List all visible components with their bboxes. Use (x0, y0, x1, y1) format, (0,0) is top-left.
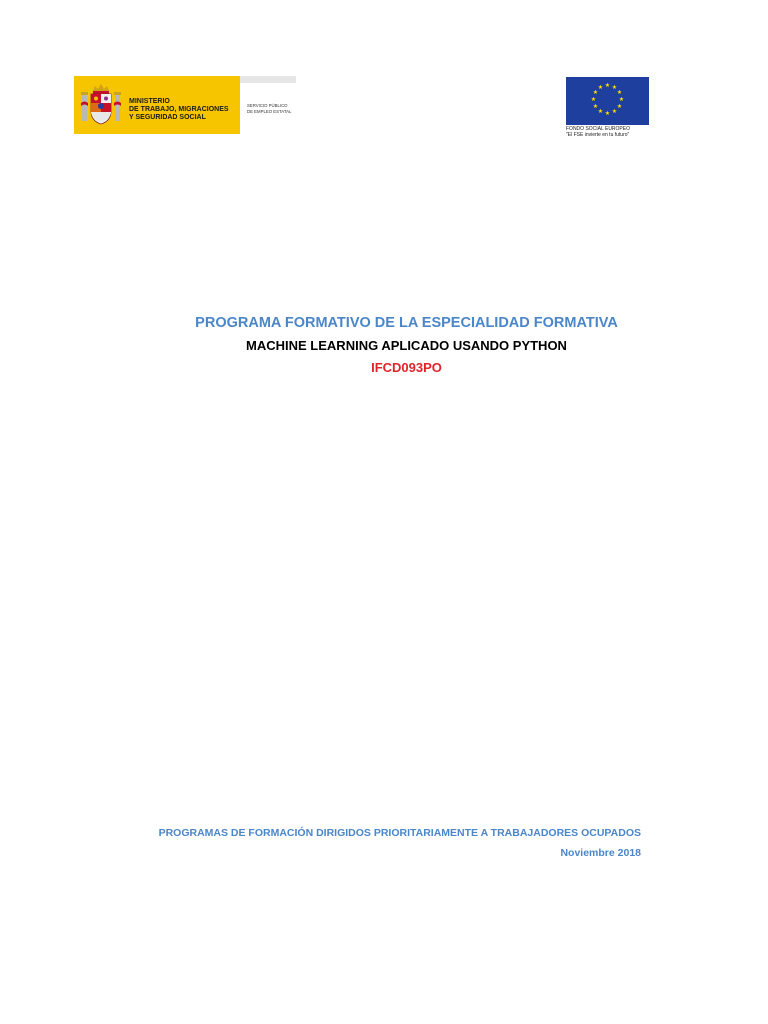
svg-text:★: ★ (618, 96, 625, 103)
eu-logo (566, 77, 650, 141)
eu-caption (566, 126, 650, 138)
sepe-strip (240, 76, 296, 83)
svg-text:★: ★ (592, 89, 599, 96)
eu-caption-line: "El FSE invierte en tu futuro" (566, 132, 630, 138)
svg-text:★: ★ (604, 82, 611, 89)
ministry-logo-background (74, 76, 240, 134)
ministry-name-line: DE TRABAJO, MIGRACIONES (129, 106, 229, 113)
footer (100, 826, 641, 860)
eu-flag-icon (566, 77, 649, 125)
title-block (0, 313, 768, 377)
sepe-agency-name (247, 103, 307, 114)
course-code: IFCD093PO (371, 360, 442, 375)
eu-caption-line: FONDO SOCIAL EUROPEO (566, 126, 630, 132)
svg-text:★: ★ (611, 108, 618, 115)
document-heading: PROGRAMA FORMATIVO DE LA ESPECIALIDAD FORMATIVA (195, 315, 618, 331)
svg-text:★: ★ (597, 108, 604, 115)
ministry-name (129, 98, 239, 122)
ministry-logo (74, 76, 298, 134)
svg-text:★: ★ (616, 89, 623, 96)
coat-of-arms-icon (80, 83, 122, 127)
footer-program: PROGRAMAS DE FORMACIÓN DIRIGIDOS PRIORITARIAMENTE A TRABAJADORES OCUPADOS (158, 827, 641, 839)
footer-date: Noviembre 2018 (560, 847, 641, 859)
sepe-agency-line: SERVICIO PÚBLICO (247, 103, 288, 108)
course-name: MACHINE LEARNING APLICADO USANDO PYTHON (246, 338, 567, 353)
ministry-name-line: MINISTERIO (129, 98, 170, 105)
svg-text:★: ★ (616, 103, 623, 110)
sepe-agency-line: DE EMPLEO ESTATAL (247, 108, 292, 114)
svg-text:★: ★ (604, 110, 611, 117)
ministry-name-line: Y SEGURIDAD SOCIAL (129, 114, 206, 121)
svg-text:★: ★ (611, 84, 618, 91)
svg-text:★: ★ (597, 84, 604, 91)
svg-text:★: ★ (592, 103, 599, 110)
svg-text:★: ★ (590, 96, 597, 103)
